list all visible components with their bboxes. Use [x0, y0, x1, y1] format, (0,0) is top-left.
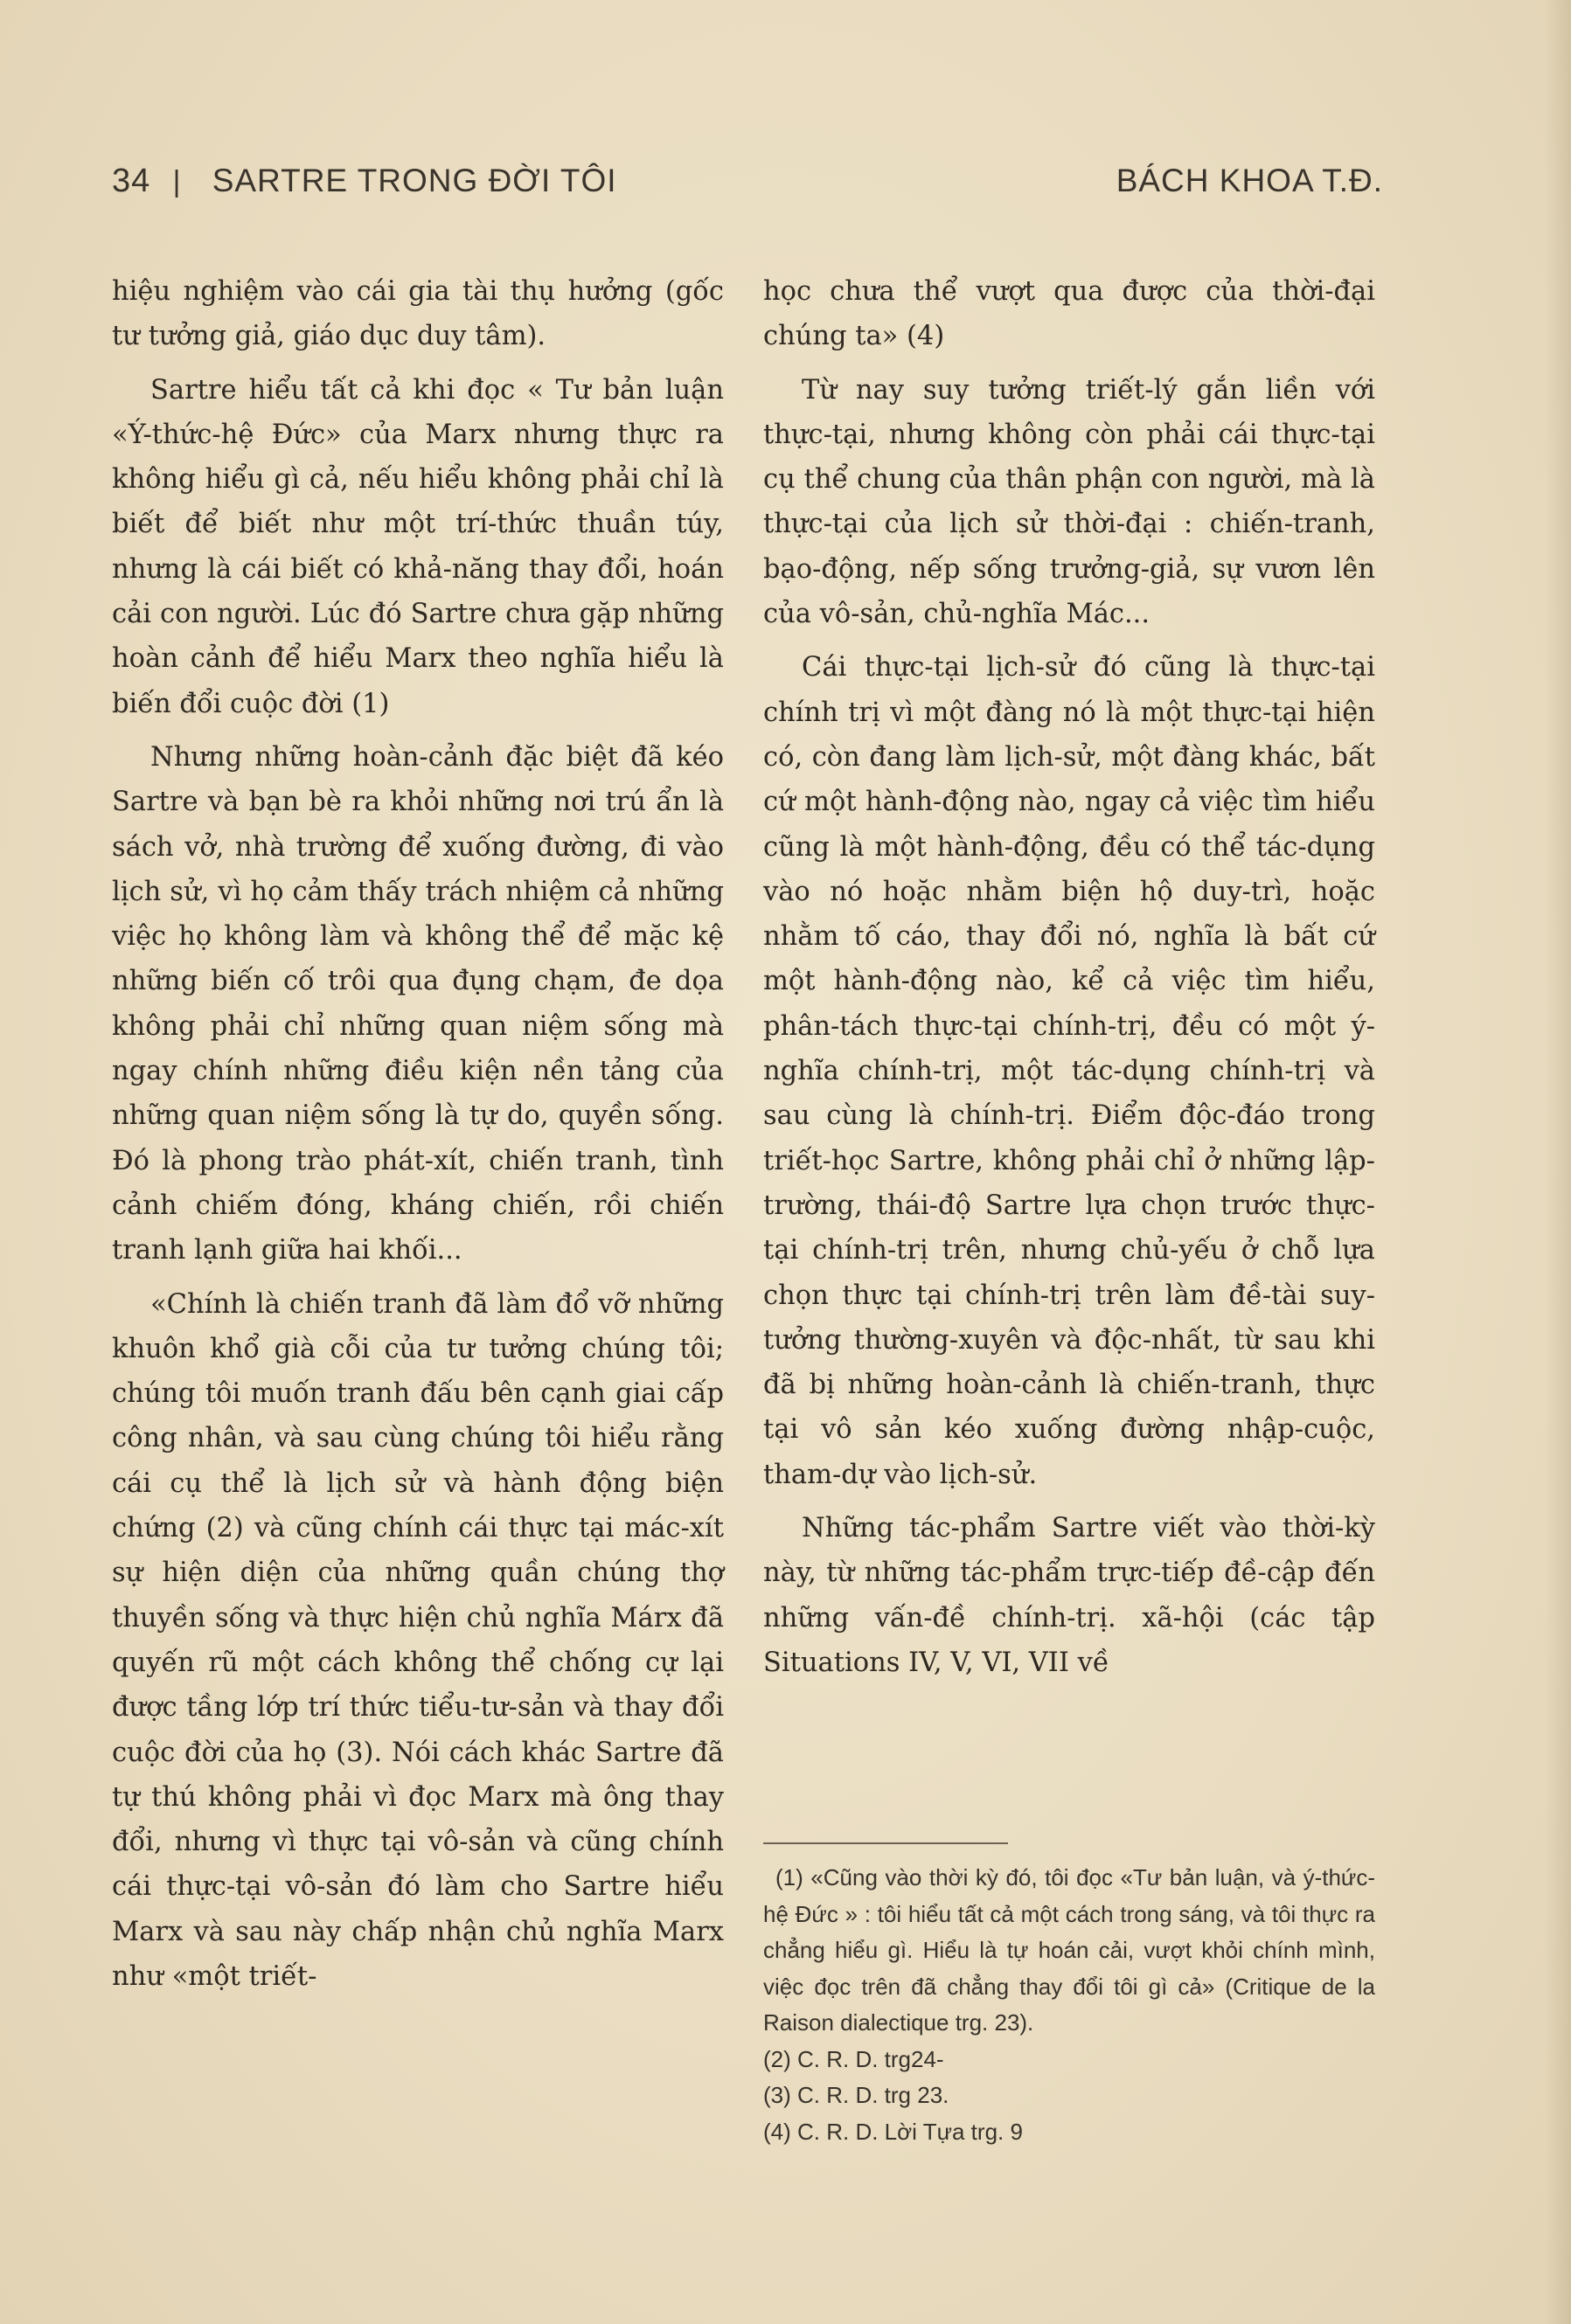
left-column: [112, 269, 724, 1999]
page-edge-shadow: [1545, 0, 1571, 2324]
footnote-4: (4) C. R. D. Lời Tựa trg. 9: [763, 2118, 1023, 2145]
paragraph: Những tác-phẩm Sartre viết vào thời-kỳ này, từ những tác-phẩm trực-tiếp đề-cập đến những vấn-đề chính-trị. xã-hội (các tập Situations IV, V, VI, VII về: [763, 1513, 1375, 1678]
paragraph: học chưa thể vượt qua được của thời-đại chúng ta» (4): [763, 276, 1375, 352]
page-number: 34: [112, 163, 151, 199]
paragraph: Cái thực-tại lịch-sử đó cũng là thực-tại chính trị vì một đàng nó là một thực-tại hiện có, còn đang làm lịch-sử, một đàng khác, bất cứ một hành-động nào, ngay cả việc tìm hiểu cũng là một hành-động, đều có thể tác-dụng vào nó hoặc nhằm biện hộ duy-trì, hoặc nhằm tố cáo, thay đổi nó, nghĩa là bất cứ một hành-động nào, kể cả việc tìm hiểu, phân-tách thực-tại chính-trị, đều có một ý-nghĩa chính-trị, một tác-dụng chính-trị và sau cùng là chính-trị. Điểm độc-đáo trong triết-học Sartre, không phải chỉ ở những lập-trường, thái-độ Sartre lựa chọn trước thực-tại chính-trị trên, nhưng chủ-yếu ở chỗ lựa chọn thực tại chính-trị trên làm đề-tài suy-tưởng thường-xuyên và độc-nhất, từ sau khi đã bị những hoàn-cảnh là chiến-tranh, thực tại vô sản kéo xuống đường nhập-cuộc, tham-dự vào lịch-sử.: [763, 652, 1375, 1490]
paragraph: hiệu nghiệm vào cái gia tài thụ hưởng (gốc tư tưởng giả, giáo dục duy tâm).: [112, 276, 724, 352]
paragraph: Nhưng những hoàn-cảnh đặc biệt đã kéo Sartre và bạn bè ra khỏi những nơi trú ẩn là sách vở, nhà trường để xuống đường, đi vào lịch sử, vì họ cảm thấy trách nhiệm cả những việc họ không làm và không thể để mặc kệ những biến cố trôi qua đụng chạm, đe dọa không phải chỉ những quan niệm sống mà ngay chính những điều kiện nền tảng của những quan niệm sống là tự do, quyền sống. Đó là phong trào phát-xít, chiến tranh, tình cảnh chiếm đóng, kháng chiến, rồi chiến tranh lạnh giữa hai khối...: [112, 741, 724, 1266]
paragraph: «Chính là chiến tranh đã làm đổ vỡ những khuôn khổ già cỗi của tư tưởng chúng tôi; chúng tôi muốn tranh đấu bên cạnh giai cấp công nhân, và sau cùng chúng tôi hiểu rằng cái cụ thể là lịch sử và hành động biện chứng (2) và cũng chính cái thực tại mác-xít sự hiện diện của những quần chúng thợ thuyền sống và thực hiện chủ nghĩa Márx đã quyến rũ một cách không thể chống cự lại được tầng lớp trí thức tiểu-tư-sản và thay đổi cuộc đời của họ (3). Nói cách khác Sartre đã tự thú không phải vì đọc Marx mà ông thay đổi, nhưng vì thực tại vô-sản và cũng chính cái thực-tại vô-sản đó làm cho Sartre hiểu Marx và sau này chấp nhận chủ nghĩa Marx như «một triết-: [112, 1288, 724, 1992]
footnote-1: (1) «Cũng vào thời kỳ đó, tôi đọc «Tư bản luận, và ý-thức-hệ Đức » : tôi hiểu tất cả một cách trong sáng, và tôi thực ra chẳng hiểu gì. Hiểu là tự hoán cải, vượt khỏi chính mình, việc đọc trên đã chẳng thay đổi tôi gì cả» (Critique de la Raison dialectique trg. 23).: [763, 1864, 1375, 2036]
running-title: SARTRE TRONG ĐỜI TÔI: [212, 163, 617, 198]
publication-title: BÁCH KHOA T.Đ.: [1116, 163, 1383, 198]
footnote-2: (2) C. R. D. trg24-: [763, 2045, 944, 2072]
paragraph: Từ nay suy tưởng triết-lý gắn liền với thực-tại, nhưng không còn phải cái thực-tại cụ thể chung của thân phận con người, mà là thực-tại của lịch sử thời-đại : chiến-tranh, bạo-động, nếp sống trưởng-giả, sự vươn lên của vô-sản, chủ-nghĩa Mác...: [763, 374, 1375, 630]
footnote-divider: [763, 1842, 1008, 1844]
header-separator: |: [172, 165, 182, 198]
footnotes: [763, 1842, 1375, 2150]
header-left: [112, 163, 617, 200]
right-column: [763, 269, 1375, 1685]
running-header: [112, 163, 1383, 215]
footnote-3: (3) C. R. D. trg 23.: [763, 2082, 949, 2108]
paragraph: Sartre hiểu tất cả khi đọc « Tư bản luận «Ý-thức-hệ Đức» của Marx nhưng thực ra không hiểu gì cả, nếu hiểu không phải chỉ là biết để biết như một trí-thức thuần túy, nhưng là cái biết có khả-năng thay đổi, hoán cải con người. Lúc đó Sartre chưa gặp những hoàn cảnh để hiểu Marx theo nghĩa hiểu là biến đổi cuộc đời (1): [112, 374, 724, 719]
